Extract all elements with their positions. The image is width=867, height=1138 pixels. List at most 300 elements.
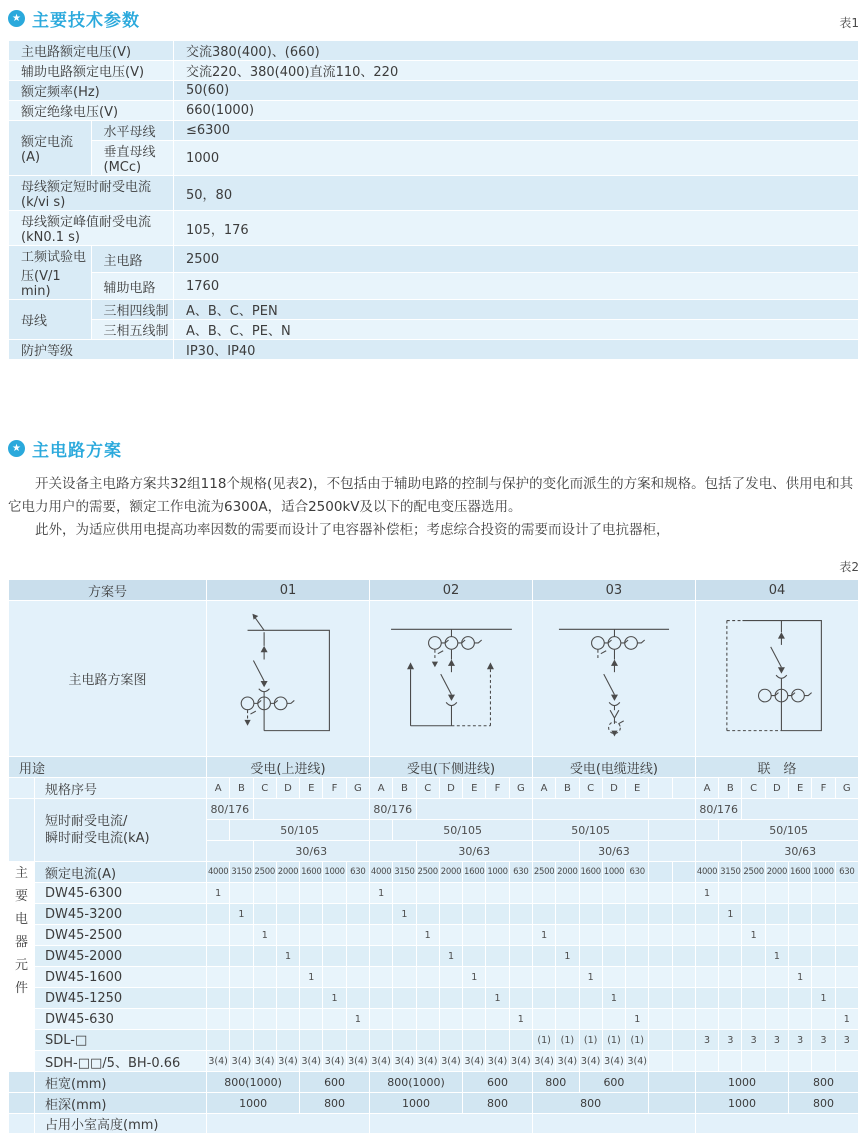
component-row: [9, 1030, 859, 1051]
table-row: [9, 246, 859, 273]
component-row: [9, 946, 859, 967]
grid-cell: [556, 883, 579, 904]
param-value: 50(60): [174, 81, 859, 101]
grid-cell: 1: [276, 946, 299, 967]
component-label: SDL-□: [35, 1030, 207, 1051]
param-value: 660(1000): [174, 101, 859, 121]
grid-cell: [719, 883, 742, 904]
grid-cell: [346, 925, 369, 946]
grid-cell: 630: [509, 862, 532, 883]
grid-cell: 受电(上进线): [207, 757, 370, 778]
param-label: 母线: [9, 300, 92, 340]
cabinet-depth-label: 柜深(mm): [35, 1093, 207, 1114]
grid-cell: [835, 904, 858, 925]
grid-cell: [649, 967, 672, 988]
param-sublabel: 水平母线: [91, 121, 174, 141]
grid-cell: [672, 1009, 695, 1030]
grid-cell: [207, 946, 230, 967]
grid-cell: [509, 967, 532, 988]
grid-cell: 1600: [300, 862, 323, 883]
grid-cell: [276, 967, 299, 988]
grid-cell: [416, 967, 439, 988]
grid-cell: [346, 1030, 369, 1051]
grid-cell: 3(4): [416, 1051, 439, 1072]
grid-cell: [230, 967, 253, 988]
grid-cell: [439, 1030, 462, 1051]
grid-cell: [672, 778, 695, 799]
grid-cell: 1000: [812, 862, 835, 883]
grid-cell: 600: [579, 1072, 649, 1093]
grid-cell: [579, 1009, 602, 1030]
grid-cell: 80/176: [207, 799, 254, 820]
grid-cell: [695, 988, 718, 1009]
grid-cell: 1000: [207, 1093, 300, 1114]
grid-cell: [463, 904, 486, 925]
grid-cell: 3(4): [300, 1051, 323, 1072]
grid-cell: [509, 883, 532, 904]
grid-cell: [672, 904, 695, 925]
circuit-diagram-01: [207, 601, 370, 757]
grid-cell: 3: [835, 1030, 858, 1051]
vertical-char: 主: [14, 866, 28, 881]
grid-cell: 1: [323, 988, 346, 1009]
grid-cell: [626, 988, 649, 1009]
grid-cell: (1): [626, 1030, 649, 1051]
param-label: 主电路额定电压(V): [9, 41, 174, 61]
grid-cell: 1000: [323, 862, 346, 883]
grid-cell: 1: [835, 1009, 858, 1030]
grid-cell: 4000: [695, 862, 718, 883]
grid-cell: D: [276, 778, 299, 799]
grid-cell: 3(4): [509, 1051, 532, 1072]
grid-cell: [323, 925, 346, 946]
spacer-cell: [9, 778, 35, 799]
grid-cell: [789, 946, 812, 967]
grid-cell: [602, 946, 625, 967]
grid-cell: [276, 883, 299, 904]
grid-cell: [369, 925, 392, 946]
grid-cell: [695, 1114, 858, 1134]
grid-cell: [765, 925, 788, 946]
grid-cell: [649, 904, 672, 925]
grid-cell: [300, 883, 323, 904]
grid-cell: C: [742, 778, 765, 799]
table-row: [9, 320, 859, 340]
grid-cell: [649, 1009, 672, 1030]
grid-cell: [719, 988, 742, 1009]
grid-cell: [765, 883, 788, 904]
grid-cell: D: [439, 778, 462, 799]
grid-cell: [509, 988, 532, 1009]
withstand-label-line2: 瞬时耐受电流(kA): [45, 831, 150, 846]
spacer-cell: [9, 799, 35, 862]
grid-cell: [579, 883, 602, 904]
grid-cell: G: [835, 778, 858, 799]
grid-cell: [486, 883, 509, 904]
grid-cell: 2000: [556, 862, 579, 883]
grid-cell: 80/176: [695, 799, 742, 820]
star-bullet-icon: ★: [8, 10, 25, 27]
grid-cell: 1600: [463, 862, 486, 883]
component-row: [9, 967, 859, 988]
grid-cell: 3(4): [486, 1051, 509, 1072]
grid-cell: C: [253, 778, 276, 799]
grid-cell: [253, 799, 369, 820]
usage-row: [9, 757, 859, 778]
grid-cell: [789, 925, 812, 946]
usage-label: 用途: [9, 757, 207, 778]
grid-cell: [323, 883, 346, 904]
main-circuit-scheme-table: [8, 579, 859, 1134]
table-1-tag: 表1: [839, 16, 859, 30]
grid-cell: 1: [626, 1009, 649, 1030]
vertical-char: 电: [14, 912, 28, 927]
grid-cell: [393, 1030, 416, 1051]
grid-cell: [742, 883, 765, 904]
grid-cell: [532, 988, 555, 1009]
grid-cell: [532, 946, 555, 967]
grid-cell: [346, 883, 369, 904]
param-label: 额定电流(A): [9, 121, 92, 176]
grid-cell: [626, 883, 649, 904]
grid-cell: [695, 946, 718, 967]
grid-cell: 3: [765, 1030, 788, 1051]
vertical-char: 元: [14, 958, 28, 973]
table-row: [9, 81, 859, 101]
component-label: DW45-2500: [35, 925, 207, 946]
grid-cell: [719, 946, 742, 967]
grid-cell: 30/63: [416, 841, 532, 862]
grid-cell: [463, 946, 486, 967]
grid-cell: [416, 883, 439, 904]
table-row: [9, 300, 859, 320]
spec-index-label: 规格序号: [35, 778, 207, 799]
param-value: A、B、C、PEN: [174, 300, 859, 320]
grid-cell: 3(4): [230, 1051, 253, 1072]
grid-cell: 2000: [439, 862, 462, 883]
grid-cell: [765, 988, 788, 1009]
param-sublabel: 三相五线制: [91, 320, 174, 340]
grid-cell: [369, 820, 392, 841]
cabinet-width-label: 柜宽(mm): [35, 1072, 207, 1093]
grid-cell: [393, 925, 416, 946]
circuit-diagram-02: [369, 601, 532, 757]
grid-cell: [789, 1009, 812, 1030]
spec-index-row: [9, 778, 859, 799]
grid-cell: [369, 1009, 392, 1030]
grid-cell: 3(4): [276, 1051, 299, 1072]
grid-cell: [276, 1030, 299, 1051]
grid-cell: [835, 925, 858, 946]
grid-cell: [672, 862, 695, 883]
compartment-height-row: [9, 1114, 859, 1134]
grid-cell: [486, 1009, 509, 1030]
grid-cell: [300, 1030, 323, 1051]
scheme-01-header: 01: [207, 580, 370, 601]
grid-cell: 800: [789, 1093, 859, 1114]
grid-cell: 1: [300, 967, 323, 988]
grid-cell: [719, 967, 742, 988]
grid-cell: [649, 862, 672, 883]
grid-cell: [812, 925, 835, 946]
section-2-header: [8, 436, 859, 461]
vertical-char: 器: [14, 935, 28, 950]
grid-cell: [835, 967, 858, 988]
grid-cell: [626, 925, 649, 946]
grid-cell: 2000: [765, 862, 788, 883]
component-label: DW45-6300: [35, 883, 207, 904]
grid-cell: 50/105: [719, 820, 859, 841]
grid-cell: E: [463, 778, 486, 799]
grid-cell: E: [626, 778, 649, 799]
grid-cell: 3: [789, 1030, 812, 1051]
grid-cell: [579, 925, 602, 946]
grid-cell: F: [812, 778, 835, 799]
grid-cell: [276, 904, 299, 925]
grid-cell: [649, 1030, 672, 1051]
grid-cell: [649, 883, 672, 904]
grid-cell: (1): [579, 1030, 602, 1051]
grid-cell: 3(4): [579, 1051, 602, 1072]
table-2-tag: 表2: [839, 560, 859, 574]
grid-cell: [369, 1114, 532, 1134]
grid-cell: [602, 1009, 625, 1030]
grid-cell: [463, 988, 486, 1009]
grid-cell: [556, 967, 579, 988]
grid-cell: 1000: [369, 1093, 462, 1114]
grid-cell: [672, 946, 695, 967]
grid-cell: 1: [695, 883, 718, 904]
grid-cell: [812, 883, 835, 904]
grid-cell: [626, 967, 649, 988]
grid-cell: [812, 1051, 835, 1072]
param-value: A、B、C、PE、N: [174, 320, 859, 340]
grid-cell: [602, 925, 625, 946]
component-row: [9, 925, 859, 946]
grid-cell: A: [695, 778, 718, 799]
grid-cell: [486, 946, 509, 967]
grid-cell: [812, 1009, 835, 1030]
grid-cell: A: [207, 778, 230, 799]
grid-cell: B: [719, 778, 742, 799]
grid-cell: 2500: [742, 862, 765, 883]
grid-cell: [532, 883, 555, 904]
grid-cell: 1: [556, 946, 579, 967]
grid-cell: [416, 1030, 439, 1051]
spacer-cell: [9, 1093, 35, 1114]
grid-cell: [416, 904, 439, 925]
grid-cell: 1: [369, 883, 392, 904]
grid-cell: [765, 1051, 788, 1072]
grid-cell: [230, 1030, 253, 1051]
grid-cell: 800: [532, 1093, 648, 1114]
grid-cell: 3(4): [602, 1051, 625, 1072]
grid-cell: [346, 904, 369, 925]
grid-cell: (1): [602, 1030, 625, 1051]
grid-cell: [556, 1009, 579, 1030]
grid-cell: [742, 904, 765, 925]
main-components-vertical-label: [9, 862, 35, 1072]
grid-cell: [439, 925, 462, 946]
grid-cell: F: [323, 778, 346, 799]
grid-cell: [672, 967, 695, 988]
grid-cell: [486, 967, 509, 988]
grid-cell: 3(4): [532, 1051, 555, 1072]
grid-cell: [672, 883, 695, 904]
grid-cell: [532, 967, 555, 988]
circuit-diagram-04: [695, 601, 858, 757]
grid-cell: [672, 1051, 695, 1072]
grid-cell: 3(4): [346, 1051, 369, 1072]
grid-cell: [626, 904, 649, 925]
grid-cell: F: [486, 778, 509, 799]
grid-cell: (1): [556, 1030, 579, 1051]
grid-cell: E: [789, 778, 812, 799]
param-value: 2500: [174, 246, 859, 273]
grid-cell: [439, 1009, 462, 1030]
section-1-title: 主要技术参数: [32, 11, 140, 31]
grid-cell: [207, 820, 230, 841]
grid-cell: [323, 1009, 346, 1030]
grid-cell: 3: [812, 1030, 835, 1051]
grid-cell: D: [765, 778, 788, 799]
grid-cell: [602, 967, 625, 988]
param-label: 额定频率(Hz): [9, 81, 174, 101]
grid-cell: [765, 1009, 788, 1030]
grid-cell: [649, 1072, 696, 1093]
param-value: IP30、IP40: [174, 340, 859, 360]
grid-cell: [323, 904, 346, 925]
grid-cell: 1: [486, 988, 509, 1009]
grid-cell: E: [300, 778, 323, 799]
scheme-02-header: 02: [369, 580, 532, 601]
vertical-char: 件: [14, 981, 28, 996]
grid-cell: [369, 967, 392, 988]
grid-cell: 800(1000): [207, 1072, 300, 1093]
grid-cell: D: [602, 778, 625, 799]
grid-cell: [509, 904, 532, 925]
param-sublabel: 辅助电路: [91, 273, 174, 300]
grid-cell: 2500: [416, 862, 439, 883]
circuit-diagram-row: [9, 601, 859, 757]
param-value: 1760: [174, 273, 859, 300]
grid-cell: [207, 988, 230, 1009]
withstand-current-row-1: [9, 799, 859, 820]
grid-cell: [439, 904, 462, 925]
grid-cell: [346, 988, 369, 1009]
grid-cell: [253, 946, 276, 967]
grid-cell: 1600: [789, 862, 812, 883]
grid-cell: (1): [532, 1030, 555, 1051]
grid-cell: 30/63: [579, 841, 649, 862]
intro-paragraph-2: 此外，为适应供用电提高功率因数的需要而设计了电容器补偿柜；考虑综合投资的需要而设计了电抗器柜，: [35, 522, 670, 538]
param-sublabel: 主电路: [91, 246, 174, 273]
param-label: 母线额定峰值耐受电流(kN0.1 s): [9, 211, 174, 246]
grid-cell: A: [532, 778, 555, 799]
grid-cell: 630: [346, 862, 369, 883]
grid-cell: [835, 988, 858, 1009]
tech-params-table: [8, 40, 859, 360]
grid-cell: [719, 925, 742, 946]
param-label: 额定绝缘电压(V): [9, 101, 174, 121]
grid-cell: B: [230, 778, 253, 799]
grid-cell: 1000: [695, 1072, 788, 1093]
grid-cell: [300, 946, 323, 967]
grid-cell: [393, 946, 416, 967]
grid-cell: 1000: [486, 862, 509, 883]
grid-cell: [253, 904, 276, 925]
grid-cell: 1: [207, 883, 230, 904]
compartment-height-label: 占用小室高度(mm): [35, 1114, 207, 1134]
grid-cell: [742, 988, 765, 1009]
grid-cell: [695, 820, 718, 841]
withstand-current-label: [35, 799, 207, 862]
grid-cell: [439, 967, 462, 988]
grid-cell: [556, 904, 579, 925]
grid-cell: [532, 799, 695, 820]
grid-cell: 3(4): [556, 1051, 579, 1072]
param-label: 工频试验电压(V/1 min): [9, 246, 92, 300]
grid-cell: [276, 925, 299, 946]
component-label: DW45-2000: [35, 946, 207, 967]
grid-cell: [463, 883, 486, 904]
grid-cell: 1000: [602, 862, 625, 883]
grid-cell: [207, 904, 230, 925]
grid-cell: [393, 883, 416, 904]
grid-cell: [393, 1009, 416, 1030]
param-label: 辅助电路额定电压(V): [9, 61, 174, 81]
param-value: 交流220、380(400)直流110、220: [174, 61, 859, 81]
spacer-cell: [9, 1072, 35, 1093]
table-row: [9, 273, 859, 300]
grid-cell: 1: [789, 967, 812, 988]
grid-cell: [463, 1030, 486, 1051]
grid-cell: [230, 946, 253, 967]
table-row: [9, 41, 859, 61]
grid-cell: [812, 904, 835, 925]
grid-cell: [649, 778, 672, 799]
grid-cell: 1: [719, 904, 742, 925]
grid-cell: [695, 904, 718, 925]
cabinet-width-row: [9, 1072, 859, 1093]
grid-cell: 800: [532, 1072, 579, 1093]
table-row: [9, 61, 859, 81]
grid-cell: [276, 1009, 299, 1030]
grid-cell: [369, 946, 392, 967]
grid-cell: 1: [509, 1009, 532, 1030]
grid-cell: 4000: [207, 862, 230, 883]
grid-cell: 3(4): [253, 1051, 276, 1072]
grid-cell: 3(4): [323, 1051, 346, 1072]
grid-cell: [300, 1009, 323, 1030]
grid-cell: [509, 1030, 532, 1051]
grid-cell: [509, 925, 532, 946]
grid-cell: [300, 904, 323, 925]
grid-cell: 50/105: [393, 820, 533, 841]
section-1-header: [8, 6, 859, 31]
grid-cell: [439, 883, 462, 904]
grid-cell: 1: [346, 1009, 369, 1030]
component-row: [9, 988, 859, 1009]
grid-cell: [789, 904, 812, 925]
grid-cell: [207, 967, 230, 988]
grid-cell: [253, 988, 276, 1009]
grid-cell: [556, 988, 579, 1009]
grid-cell: 1000: [695, 1093, 788, 1114]
grid-cell: [393, 967, 416, 988]
grid-cell: [742, 967, 765, 988]
rated-current-label: 额定电流(A): [35, 862, 207, 883]
